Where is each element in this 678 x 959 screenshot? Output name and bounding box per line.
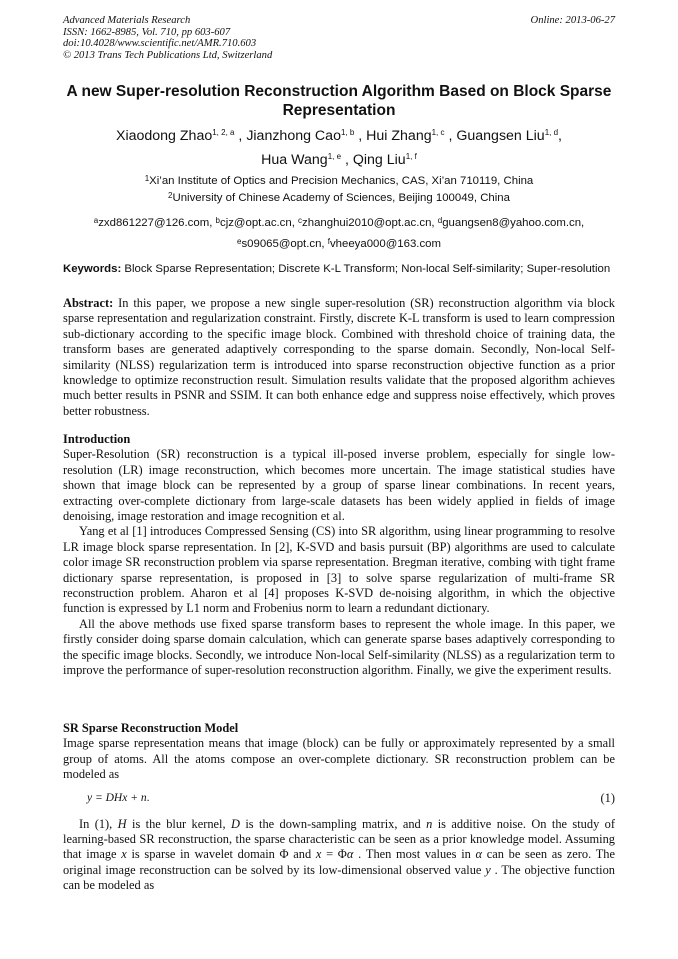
affiliation: $^1$Xi’an Institute of Optics and Precision Mechanics, CAS, Xi’an 710119, China [144,174,534,187]
affiliation: $^2$University of Chinese Academy of Sciences, Beijing 100049, China [168,191,510,204]
affiliations [63,173,615,207]
email: $^b$cjz@opt.ac.cn, [215,216,299,229]
email: $^d$guangsen8@yahoo.com.cn, [437,216,585,229]
author: Hua Wang$^{1, e}$ , [261,152,353,168]
author-list [63,124,615,172]
keywords [63,262,615,277]
email: $^e$s09065@opt.cn, [237,237,328,250]
paragraph: Yang et al [1] introduces Compressed Sensing (CS) into SR algorithm, using linear programming to resolve LR image block sparse representation. In [2], K-SVD and basis pursuit (BP) algorithms are used to calculate color image SR reconstruction problem via sparse representation. Bregman iterative, combing with tight frame dictionary sparse representation, is proposed in [3] to solve sparse regularization of multi-frame SR reconstruction problem. Aharon et al [4] proposes K-SVD de-noising algorithm, in which the objective function is expressed by L1 norm and Frobenius norm to learn a redundant dictionary. [63,524,615,616]
model-section [63,721,615,894]
author: Jianzhong Cao$^{1, b}$ , [246,128,367,144]
paragraph: In (1), H is the blur kernel, D is the down-sampling matrix, and n is additive noise. On the study of learning-based SR reconstruction, the sparse characteristic can be seen as a prior knowledge model. Assuming that image x is sparse in wavelet domain Φ and x = Φα . Then most values in α can be seen as zero. The original image reconstruction can be solved by its low-dimensional observed value y . The objective function can be modeled as [63,816,615,893]
keywords-text: Block Sparse Representation; Discrete K-L Transform; Non-local Self-similarity; Super-resolution [121,263,611,275]
paragraph: Image sparse representation means that image (block) can be fully or approximately represented by a small group of atoms. All the atoms compose an over-complete dictionary. SR reconstruction problem can be modeled as [63,736,615,782]
introduction-section [63,432,615,679]
issn: ISSN: 1662-8985, Vol. 710, pp 603-607 [63,26,231,38]
paragraph: Super-Resolution (SR) reconstruction is a typical ill-posed inverse problem, especially for single low-resolution (LR) image reconstruction, which becomes more uncertain. The image statistical studies have shown that image block can be represented by a group of sparse linear combinations. In recent years, extracting over-complete dictionary from large-scale datasets has been widely applied in fields of image denoising, image restoration and image recognition et al. [63,447,615,524]
abstract-label: Abstract: [63,296,114,310]
paragraph: All the above methods use fixed sparse transform bases to represent the whole image. In this paper, we firstly consider doing sparse domain calculation, which can generate sparse bases adaptively corresponding to the specific image blocks. Secondly, we introduce Non-local Self-similarity (NLSS) as a regularization term to improve the performance of super-resolution reconstruction algorithm. Finally, we give the experiment results. [63,616,615,678]
section-heading: SR Sparse Reconstruction Model [63,721,239,735]
equation-expression: y = DHx + n. [87,791,150,804]
journal-header [63,15,272,61]
email: $^f$vheeya000@163.com [327,237,441,250]
author: Hui Zhang$^{1, c}$ , [366,128,457,144]
section-heading: Introduction [63,432,131,446]
abstract-text: In this paper, we propose a new single super-resolution (SR) reconstruction algorithm via block sparse representation and regularization constraint. Firstly, discrete K-L transform is used to learn compression sub-dictionary according to the specific image block. Combined with threshold choice of training data, the transform bases are generated adaptively corresponding to the sparse domain. Secondly, Non-local Self-similarity (NLSS) regularization term is introduced into sparse reconstruction objective function as a prior knowledge to optimize reconstruction result. Simulation results validate that the proposed algorithm achieves much better results in PSNR and SSIM. It can both enhance edge and suppress noise effectively, which proves better robustness. [63,296,615,418]
author: Guangsen Liu$^{1, d}$, [456,128,562,144]
author: Xiaodong Zhao$^{1, 2, a}$ , [115,128,247,144]
email-list [63,213,615,255]
email: $^a$zxd861227@126.com, [93,216,216,229]
journal-name: Advanced Materials Research [63,15,191,26]
abstract [63,296,615,419]
equation-number: (1) [600,790,615,805]
author: Qing Liu$^{1, f}$ [352,152,417,168]
equation-1 [63,783,615,817]
paper-title: A new Super-resolution Reconstruction Algorithm Based on Block Sparse Representation [66,83,612,119]
online-date: Online: 2013-06-27 [530,15,615,26]
keywords-label: Keywords: [63,263,122,275]
doi: doi:10.4028/www.scientific.net/AMR.710.603 [63,38,257,50]
email: $^c$zhanghui2010@opt.ac.cn, [298,216,438,229]
copyright: © 2013 Trans Tech Publications Ltd, Switzerland [63,49,273,61]
